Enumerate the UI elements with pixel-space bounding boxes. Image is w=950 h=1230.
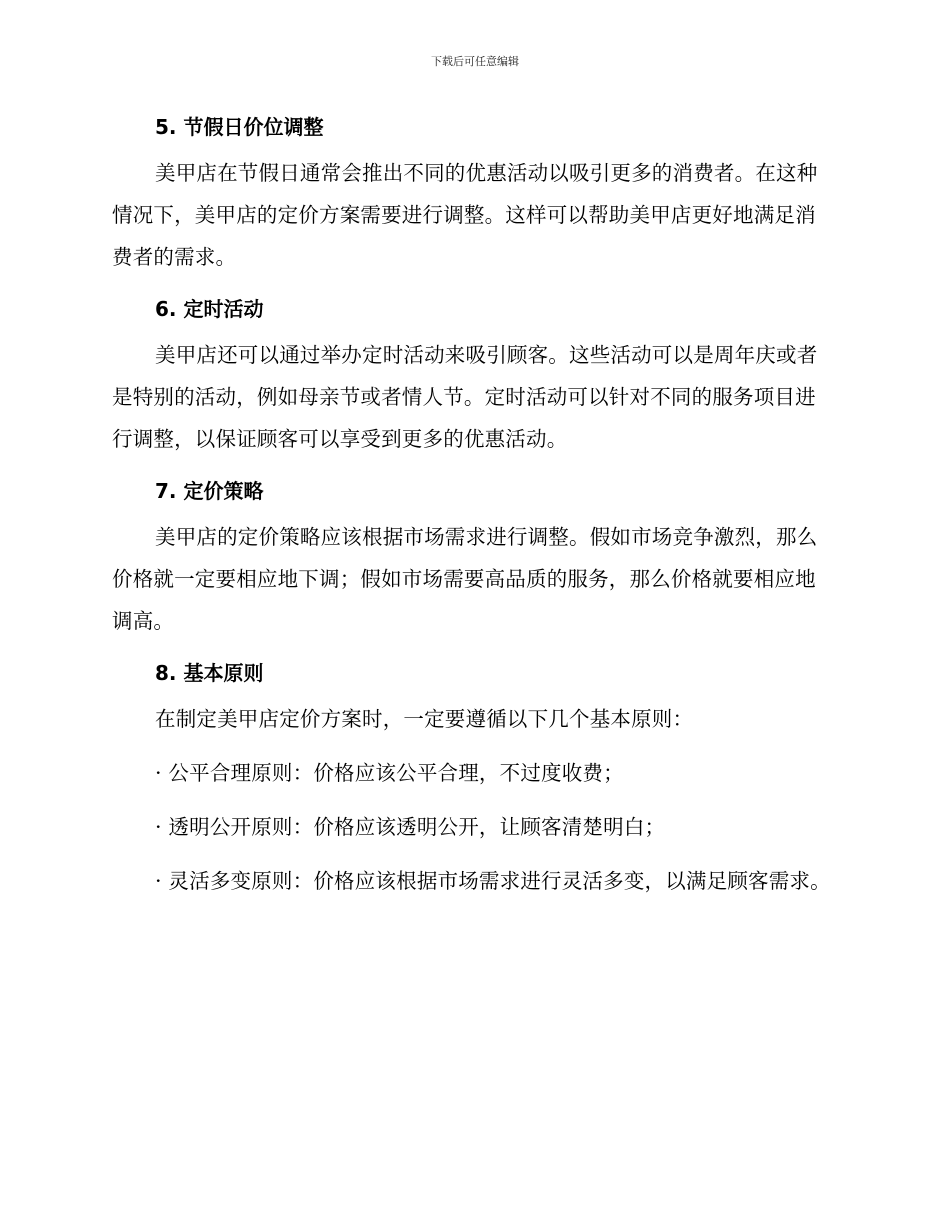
header-note: 下载后可任意编辑 xyxy=(431,55,519,68)
document-content xyxy=(112,108,834,902)
section-body-7: 美甲店的定价策略应该根据市场需求进行调整。假如市场竞争激烈，那么价格就一定要相应地下调；假如市场需要高品质的服务，那么价格就要相应地调高。 xyxy=(112,525,818,633)
principle-item: · 透明公开原则：价格应该透明公开，让顾客清楚明白； xyxy=(155,815,666,839)
section-body-6: 美甲店还可以通过举办定时活动来吸引顾客。这些活动可以是周年庆或者是特别的活动，例如母亲节或者情人节。定时活动可以针对不同的服务项目进行调整，以保证顾客可以享受到更多的优惠活动。 xyxy=(112,343,818,451)
section-title-5: 5. 节假日价位调整 xyxy=(155,115,324,139)
section-body-8: 在制定美甲店定价方案时，一定要遵循以下几个基本原则： xyxy=(155,707,694,731)
principle-item: · 公平合理原则：价格应该公平合理，不过度收费； xyxy=(155,761,624,785)
section-body-5: 美甲店在节假日通常会推出不同的优惠活动以吸引更多的消费者。在这种情况下，美甲店的定价方案需要进行调整。这样可以帮助美甲店更好地满足消费者的需求。 xyxy=(112,161,818,269)
section-title-6: 6. 定时活动 xyxy=(155,297,264,321)
section-title-8: 8. 基本原则 xyxy=(155,661,264,685)
principle-item: · 灵活多变原则：价格应该根据市场需求进行灵活多变，以满足顾客需求。 xyxy=(155,869,831,893)
section-title-7: 7. 定价策略 xyxy=(155,479,264,503)
